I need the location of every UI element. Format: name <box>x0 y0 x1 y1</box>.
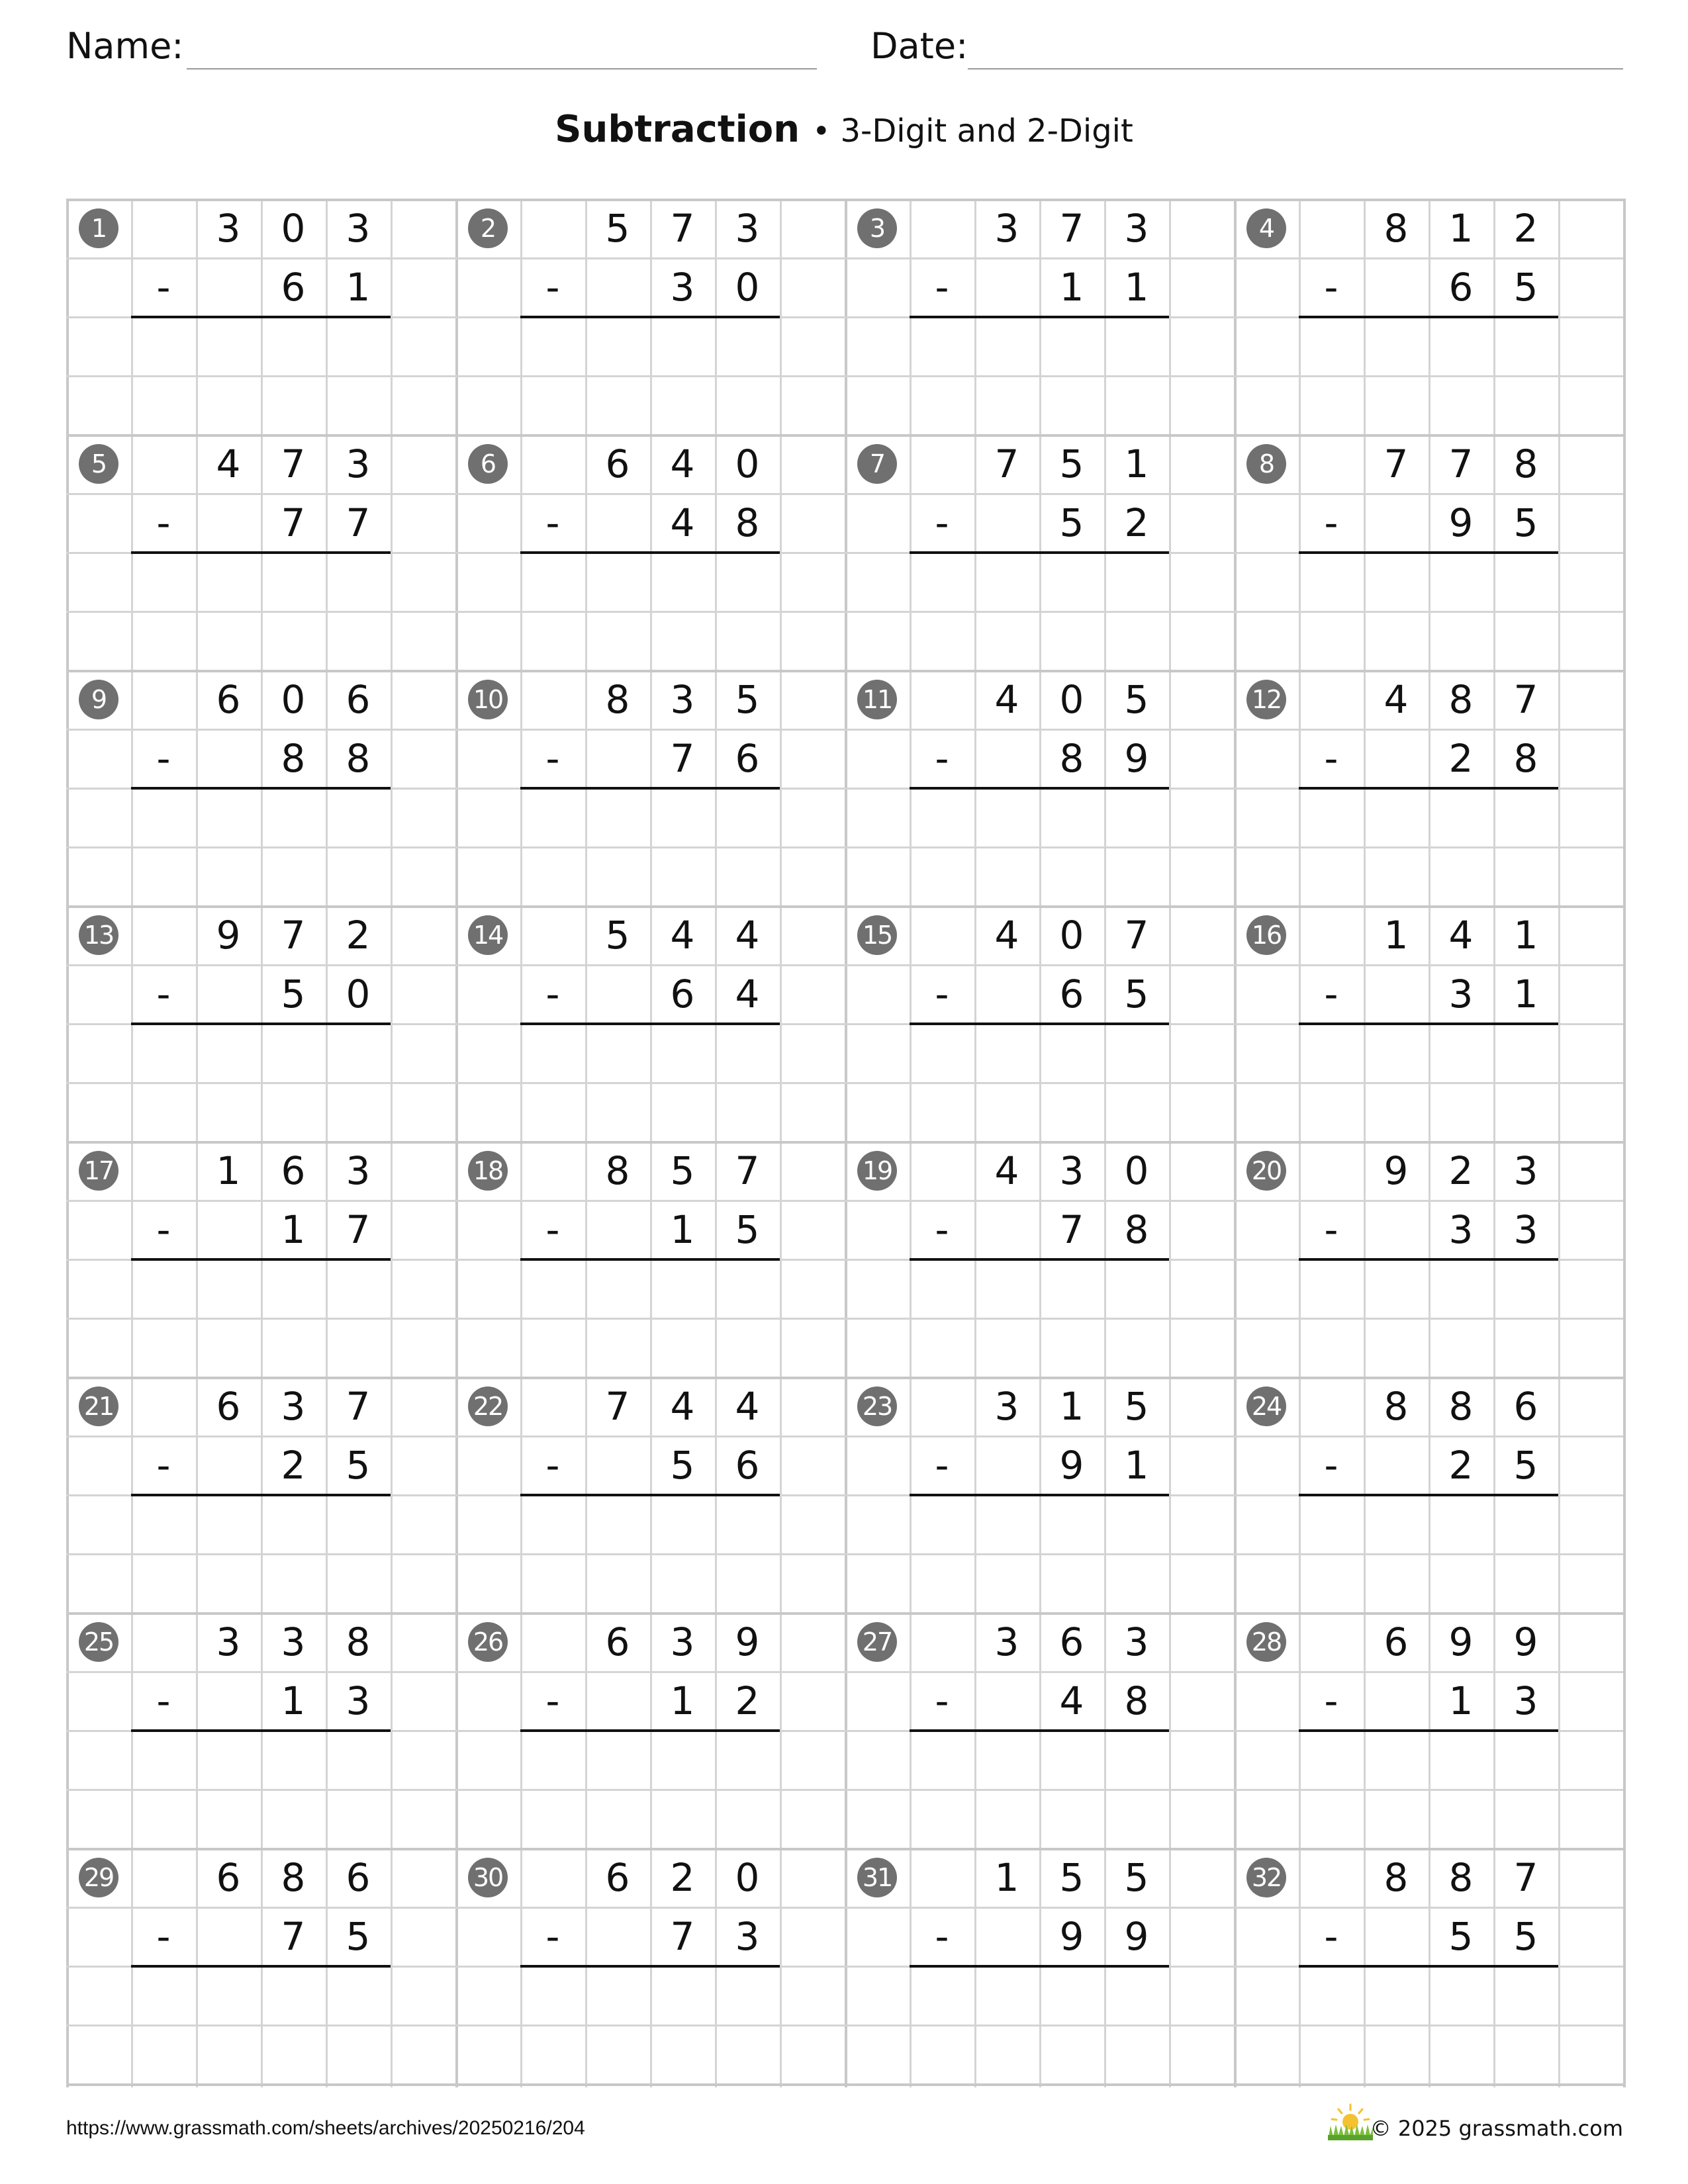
minus-sign: - <box>1324 264 1338 310</box>
minus-sign: - <box>545 971 560 1017</box>
minuend-digit: 4 <box>994 676 1019 722</box>
minuend-digit: 2 <box>1513 205 1538 251</box>
subtrahend-digit: 1 <box>1124 264 1149 310</box>
problem-number-badge: 16 <box>1246 915 1286 955</box>
answer-area[interactable] <box>131 552 391 611</box>
answer-area[interactable] <box>910 316 1169 375</box>
minus-sign: - <box>156 735 171 781</box>
minuend-digit: 3 <box>281 1383 306 1429</box>
minuend-digit: 6 <box>216 1383 241 1429</box>
answer-area[interactable] <box>910 552 1169 611</box>
minuend-digit: 5 <box>1059 441 1084 486</box>
subtrahend-digit: 3 <box>670 264 695 310</box>
grid-horizontal-line <box>66 375 1623 377</box>
problem-number-badge: 24 <box>1246 1387 1286 1426</box>
problem-number-badge: 11 <box>857 680 897 719</box>
minuend-digit: 8 <box>1448 1383 1474 1429</box>
minuend-digit: 0 <box>1059 676 1084 722</box>
minuend-digit: 8 <box>605 1148 630 1193</box>
subtrahend-digit: 8 <box>281 735 306 781</box>
minuend-digit: 4 <box>216 441 241 486</box>
minuend-digit: 4 <box>670 912 695 958</box>
subtrahend-digit: 1 <box>1059 264 1084 310</box>
answer-area[interactable] <box>1299 1023 1558 1082</box>
minus-sign: - <box>1324 1678 1338 1723</box>
minuend-digit: 6 <box>605 1619 630 1664</box>
subtrahend-digit: 6 <box>1059 971 1084 1017</box>
answer-area[interactable] <box>520 1494 780 1553</box>
subtrahend-digit: 5 <box>1124 971 1149 1017</box>
problem-number-badge: 1 <box>79 208 118 248</box>
minuend-digit: 9 <box>1448 1619 1474 1664</box>
minuend-digit: 5 <box>1059 1854 1084 1900</box>
minus-sign: - <box>935 1442 949 1488</box>
minus-sign: - <box>935 971 949 1017</box>
minuend-digit: 3 <box>1513 1148 1538 1193</box>
subtrahend-digit: 4 <box>670 500 695 545</box>
minuend-digit: 3 <box>346 441 371 486</box>
subtrahend-digit: 6 <box>670 971 695 1017</box>
minuend-digit: 3 <box>1059 1148 1084 1193</box>
answer-area[interactable] <box>131 316 391 375</box>
minuend-digit: 6 <box>1383 1619 1409 1664</box>
subtrahend-digit: 2 <box>1448 1442 1474 1488</box>
subtrahend-digit: 5 <box>1513 500 1538 545</box>
minuend-digit: 3 <box>216 1619 241 1664</box>
minuend-digit: 3 <box>281 1619 306 1664</box>
minuend-digit: 6 <box>216 676 241 722</box>
subtrahend-digit: 2 <box>1124 500 1149 545</box>
minuend-digit: 0 <box>735 1854 760 1900</box>
minuend-digit: 5 <box>1124 676 1149 722</box>
minus-sign: - <box>935 1678 949 1723</box>
minus-sign: - <box>545 1913 560 1959</box>
grid-horizontal-line <box>66 611 1623 613</box>
subtrahend-digit: 1 <box>281 1678 306 1723</box>
subtrahend-digit: 5 <box>670 1442 695 1488</box>
minuend-digit: 9 <box>1513 1619 1538 1664</box>
subtrahend-digit: 6 <box>735 1442 760 1488</box>
subtrahend-digit: 7 <box>1059 1206 1084 1252</box>
subtrahend-digit: 8 <box>1124 1206 1149 1252</box>
minus-sign: - <box>156 264 171 310</box>
answer-area[interactable] <box>1299 316 1558 375</box>
answer-area[interactable] <box>131 1730 391 1789</box>
problem-number-badge: 29 <box>79 1858 118 1897</box>
minuend-digit: 1 <box>1383 912 1409 958</box>
minuend-digit: 7 <box>281 441 306 486</box>
problem-number-badge: 30 <box>468 1858 508 1897</box>
minuend-digit: 7 <box>605 1383 630 1429</box>
subtrahend-digit: 8 <box>735 500 760 545</box>
subtrahend-digit: 8 <box>1513 735 1538 781</box>
minuend-digit: 1 <box>1059 1383 1084 1429</box>
answer-area[interactable] <box>131 1494 391 1553</box>
problem-number-badge: 2 <box>468 208 508 248</box>
minuend-digit: 2 <box>346 912 371 958</box>
title-separator: • <box>812 113 831 149</box>
problem-number-badge: 20 <box>1246 1151 1286 1191</box>
minuend-digit: 7 <box>1513 676 1538 722</box>
minuend-digit: 3 <box>216 205 241 251</box>
title-main: Subtraction <box>555 108 800 151</box>
footer-url: https://www.grassmath.com/sheets/archives/20250216/204 <box>66 2117 585 2139</box>
name-label: Name: <box>66 25 184 67</box>
subtrahend-digit: 5 <box>1513 1442 1538 1488</box>
subtrahend-digit: 1 <box>281 1206 306 1252</box>
answer-area[interactable] <box>520 1966 780 2025</box>
minuend-digit: 6 <box>216 1854 241 1900</box>
subtrahend-digit: 9 <box>1059 1442 1084 1488</box>
minuend-digit: 5 <box>670 1148 695 1193</box>
minuend-digit: 6 <box>346 1854 371 1900</box>
minuend-digit: 3 <box>735 205 760 251</box>
subtrahend-digit: 4 <box>735 971 760 1017</box>
minuend-digit: 1 <box>994 1854 1019 1900</box>
minuend-digit: 4 <box>670 1383 695 1429</box>
subtrahend-digit: 2 <box>281 1442 306 1488</box>
problem-number-badge: 32 <box>1246 1858 1286 1897</box>
minuend-digit: 6 <box>346 676 371 722</box>
subtrahend-digit: 2 <box>735 1678 760 1723</box>
answer-area[interactable] <box>520 1730 780 1789</box>
problem-number-badge: 23 <box>857 1387 897 1426</box>
minuend-digit: 3 <box>346 205 371 251</box>
grid-horizontal-line <box>66 1082 1623 1084</box>
subtrahend-digit: 5 <box>1513 1913 1538 1959</box>
answer-area[interactable] <box>520 1259 780 1318</box>
minuend-digit: 2 <box>670 1854 695 1900</box>
subtrahend-digit: 5 <box>1513 264 1538 310</box>
problem-number-badge: 18 <box>468 1151 508 1191</box>
minus-sign: - <box>935 735 949 781</box>
minus-sign: - <box>545 1442 560 1488</box>
minuend-digit: 8 <box>1448 1854 1474 1900</box>
subtrahend-digit: 3 <box>735 1913 760 1959</box>
answer-area[interactable] <box>910 1023 1169 1082</box>
answer-area[interactable] <box>520 788 780 846</box>
minuend-digit: 4 <box>670 441 695 486</box>
problem-number-badge: 22 <box>468 1387 508 1426</box>
subtrahend-digit: 9 <box>1124 735 1149 781</box>
subtrahend-digit: 8 <box>1059 735 1084 781</box>
minuend-digit: 3 <box>1124 1619 1149 1664</box>
minuend-digit: 1 <box>1513 912 1538 958</box>
minuend-digit: 6 <box>605 441 630 486</box>
minuend-digit: 4 <box>735 912 760 958</box>
minus-sign: - <box>935 1206 949 1252</box>
subtrahend-digit: 9 <box>1124 1913 1149 1959</box>
minuend-digit: 7 <box>1059 205 1084 251</box>
subtrahend-digit: 6 <box>281 264 306 310</box>
subtrahend-digit: 7 <box>346 500 371 545</box>
grid-horizontal-line <box>66 846 1623 848</box>
problem-number-badge: 28 <box>1246 1622 1286 1662</box>
minus-sign: - <box>1324 735 1338 781</box>
subtrahend-digit: 3 <box>1448 971 1474 1017</box>
minuend-digit: 4 <box>1383 676 1409 722</box>
minuend-digit: 3 <box>1124 205 1149 251</box>
minus-sign: - <box>545 264 560 310</box>
minuend-digit: 3 <box>670 676 695 722</box>
minuend-digit: 3 <box>994 1383 1019 1429</box>
title-subtitle: 3-Digit and 2-Digit <box>840 113 1133 150</box>
subtrahend-digit: 3 <box>346 1678 371 1723</box>
date-line[interactable] <box>968 68 1623 69</box>
minuend-digit: 4 <box>994 912 1019 958</box>
subtrahend-digit: 7 <box>281 1913 306 1959</box>
minuend-digit: 4 <box>1448 912 1474 958</box>
problem-number-badge: 12 <box>1246 680 1286 719</box>
answer-area[interactable] <box>1299 1966 1558 2025</box>
minus-sign: - <box>545 735 560 781</box>
minuend-digit: 5 <box>605 205 630 251</box>
answer-area[interactable] <box>910 1966 1169 2025</box>
minus-sign: - <box>935 264 949 310</box>
minuend-digit: 4 <box>994 1148 1019 1193</box>
grid-horizontal-line <box>66 1789 1623 1791</box>
problem-number-badge: 13 <box>79 915 118 955</box>
subtrahend-digit: 4 <box>1059 1678 1084 1723</box>
answer-area[interactable] <box>131 1023 391 1082</box>
answer-area[interactable] <box>910 1494 1169 1553</box>
minuend-digit: 7 <box>1383 441 1409 486</box>
name-line[interactable] <box>187 68 817 69</box>
subtrahend-digit: 5 <box>346 1442 371 1488</box>
minuend-digit: 9 <box>216 912 241 958</box>
answer-area[interactable] <box>1299 1730 1558 1789</box>
subtrahend-digit: 2 <box>1448 735 1474 781</box>
subtrahend-digit: 1 <box>1448 1678 1474 1723</box>
minuend-digit: 7 <box>670 205 695 251</box>
minus-sign: - <box>1324 971 1338 1017</box>
problem-number-badge: 7 <box>857 444 897 484</box>
minuend-digit: 0 <box>281 676 306 722</box>
minuend-digit: 6 <box>1513 1383 1538 1429</box>
minus-sign: - <box>545 1206 560 1252</box>
minuend-digit: 6 <box>281 1148 306 1193</box>
answer-area[interactable] <box>910 788 1169 846</box>
minuend-digit: 8 <box>1383 1383 1409 1429</box>
date-label: Date: <box>870 25 968 67</box>
problem-number-badge: 8 <box>1246 444 1286 484</box>
problem-number-badge: 17 <box>79 1151 118 1191</box>
answer-area[interactable] <box>1299 552 1558 611</box>
footer-copyright: © 2025 grassmath.com <box>1370 2116 1623 2141</box>
subtrahend-digit: 7 <box>670 735 695 781</box>
minuend-digit: 3 <box>994 1619 1019 1664</box>
answer-area[interactable] <box>910 1259 1169 1318</box>
minuend-digit: 0 <box>1124 1148 1149 1193</box>
subtrahend-digit: 3 <box>1513 1206 1538 1252</box>
minuend-digit: 3 <box>670 1619 695 1664</box>
minuend-digit: 5 <box>1124 1854 1149 1900</box>
minuend-digit: 8 <box>1448 676 1474 722</box>
minuend-digit: 3 <box>994 205 1019 251</box>
minus-sign: - <box>545 1678 560 1723</box>
subtrahend-digit: 1 <box>670 1678 695 1723</box>
problem-number-badge: 15 <box>857 915 897 955</box>
answer-area[interactable] <box>910 1730 1169 1789</box>
minuend-digit: 9 <box>1383 1148 1409 1193</box>
problem-number-badge: 25 <box>79 1622 118 1662</box>
subtrahend-digit: 6 <box>735 735 760 781</box>
subtrahend-digit: 7 <box>281 500 306 545</box>
grid-horizontal-line <box>66 1553 1623 1555</box>
subtrahend-digit: 3 <box>1448 1206 1474 1252</box>
answer-area[interactable] <box>131 1966 391 2025</box>
minuend-digit: 3 <box>346 1148 371 1193</box>
problem-number-badge: 19 <box>857 1151 897 1191</box>
minus-sign: - <box>545 500 560 545</box>
grid-horizontal-line <box>66 2025 1623 2026</box>
minuend-digit: 7 <box>735 1148 760 1193</box>
subtrahend-digit: 7 <box>346 1206 371 1252</box>
subtrahend-digit: 9 <box>1448 500 1474 545</box>
problem-number-badge: 26 <box>468 1622 508 1662</box>
minuend-digit: 0 <box>281 205 306 251</box>
subtrahend-digit: 5 <box>735 1206 760 1252</box>
minuend-digit: 7 <box>1513 1854 1538 1900</box>
problem-number-badge: 21 <box>79 1387 118 1426</box>
minuend-digit: 1 <box>1448 205 1474 251</box>
problem-number-badge: 9 <box>79 680 118 719</box>
subtrahend-digit: 1 <box>670 1206 695 1252</box>
problem-number-badge: 14 <box>468 915 508 955</box>
answer-area[interactable] <box>520 316 780 375</box>
minuend-digit: 0 <box>1059 912 1084 958</box>
subtrahend-digit: 3 <box>1513 1678 1538 1723</box>
minus-sign: - <box>935 1913 949 1959</box>
minus-sign: - <box>156 1913 171 1959</box>
grid-vertical-line <box>1623 199 1626 2087</box>
answer-area[interactable] <box>520 1023 780 1082</box>
minuend-digit: 0 <box>735 441 760 486</box>
grass-sun-logo-icon <box>1325 2102 1376 2142</box>
minuend-digit: 8 <box>346 1619 371 1664</box>
minuend-digit: 8 <box>1383 1854 1409 1900</box>
minuend-digit: 2 <box>1448 1148 1474 1193</box>
minus-sign: - <box>1324 500 1338 545</box>
minuend-digit: 7 <box>994 441 1019 486</box>
minus-sign: - <box>156 1442 171 1488</box>
minuend-digit: 6 <box>605 1854 630 1900</box>
minuend-digit: 7 <box>1448 441 1474 486</box>
subtrahend-digit: 5 <box>1448 1913 1474 1959</box>
minus-sign: - <box>935 500 949 545</box>
subtrahend-digit: 5 <box>346 1913 371 1959</box>
answer-area[interactable] <box>131 788 391 846</box>
page-title <box>0 105 1688 163</box>
subtrahend-digit: 1 <box>1124 1442 1149 1488</box>
minuend-digit: 8 <box>1513 441 1538 486</box>
minuend-digit: 1 <box>1124 441 1149 486</box>
minuend-digit: 9 <box>735 1619 760 1664</box>
minuend-digit: 8 <box>605 676 630 722</box>
subtrahend-digit: 9 <box>1059 1913 1084 1959</box>
subtrahend-digit: 8 <box>1124 1678 1149 1723</box>
minuend-digit: 5 <box>605 912 630 958</box>
subtrahend-digit: 6 <box>1448 264 1474 310</box>
minuend-digit: 4 <box>735 1383 760 1429</box>
minus-sign: - <box>1324 1913 1338 1959</box>
minus-sign: - <box>1324 1442 1338 1488</box>
minuend-digit: 7 <box>1124 912 1149 958</box>
minuend-digit: 7 <box>281 912 306 958</box>
subtrahend-digit: 1 <box>1513 971 1538 1017</box>
minuend-digit: 1 <box>216 1148 241 1193</box>
subtrahend-digit: 8 <box>346 735 371 781</box>
minuend-digit: 8 <box>1383 205 1409 251</box>
subtrahend-digit: 7 <box>670 1913 695 1959</box>
problem-number-badge: 5 <box>79 444 118 484</box>
problem-number-badge: 6 <box>468 444 508 484</box>
grid-horizontal-line <box>66 1318 1623 1320</box>
minus-sign: - <box>1324 1206 1338 1252</box>
answer-area[interactable] <box>1299 1259 1558 1318</box>
problem-number-badge: 31 <box>857 1858 897 1897</box>
minuend-digit: 7 <box>346 1383 371 1429</box>
subtrahend-digit: 5 <box>281 971 306 1017</box>
minuend-digit: 6 <box>1059 1619 1084 1664</box>
minus-sign: - <box>156 1678 171 1723</box>
minus-sign: - <box>156 971 171 1017</box>
minuend-digit: 5 <box>735 676 760 722</box>
problem-number-badge: 4 <box>1246 208 1286 248</box>
worksheet-grid <box>66 199 1623 2087</box>
problem-number-badge: 3 <box>857 208 897 248</box>
answer-area[interactable] <box>1299 1494 1558 1553</box>
problem-number-badge: 10 <box>468 680 508 719</box>
minus-sign: - <box>156 500 171 545</box>
problem-number-badge: 27 <box>857 1622 897 1662</box>
subtrahend-digit: 0 <box>735 264 760 310</box>
subtrahend-digit: 5 <box>1059 500 1084 545</box>
grid-horizontal-line <box>66 2083 1623 2086</box>
answer-area[interactable] <box>1299 788 1558 846</box>
minuend-digit: 5 <box>1124 1383 1149 1429</box>
answer-area[interactable] <box>520 552 780 611</box>
subtrahend-digit: 1 <box>346 264 371 310</box>
answer-area[interactable] <box>131 1259 391 1318</box>
subtrahend-digit: 0 <box>346 971 371 1017</box>
minuend-digit: 8 <box>281 1854 306 1900</box>
minus-sign: - <box>156 1206 171 1252</box>
